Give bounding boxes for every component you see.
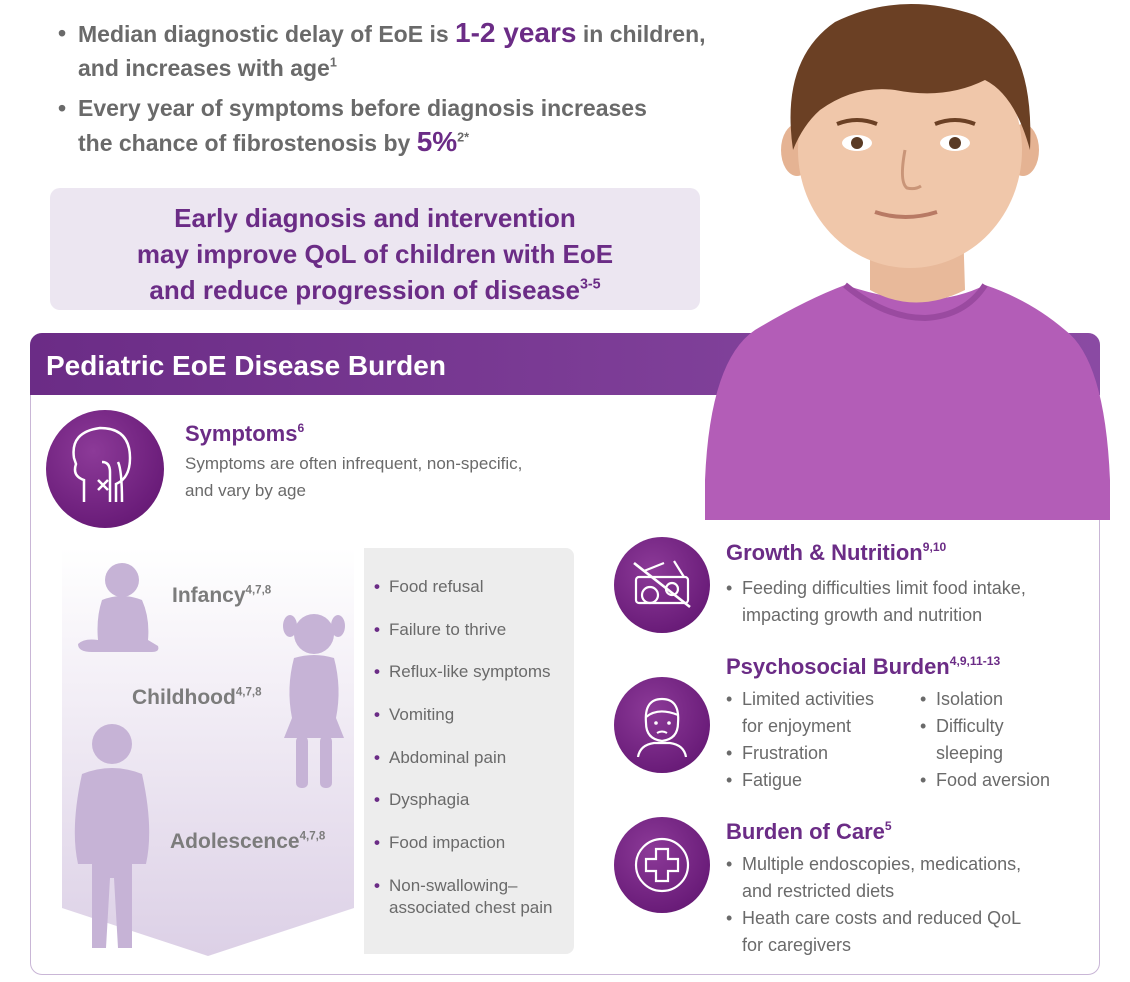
panel-title: Pediatric EoE Disease Burden xyxy=(46,350,446,381)
list-item: • Multiple endoscopies, medications, and restricted diets xyxy=(726,851,1096,905)
care-title: Burden of Care$^5$ xyxy=(726,818,892,844)
key-message-banner: Early diagnosis and intervention may improve QoL of children with EoE and reduce progression of disease$^{3-5}$ xyxy=(50,188,700,310)
top-bullet-delay: • Median diagnostic delay of EoE is 1-2 years in children, and increases with age$^1$ xyxy=(58,16,738,85)
list-item: • Abdominal pain xyxy=(374,747,574,790)
psychosocial-title: Psychosocial Burden$^{4,9,11-13}$ xyxy=(726,653,1001,679)
list-item: • Feeding difficulties limit food intake, impacting growth and nutrition xyxy=(726,575,1096,629)
age-progression-arrow xyxy=(62,548,354,958)
growth-title: Growth & Nutrition$^{9,10}$ xyxy=(726,539,947,565)
age-label-infancy: Infancy$^{4,7,8}$ xyxy=(172,584,272,607)
psychosocial-col2 xyxy=(920,686,1090,794)
throat-icon xyxy=(46,410,164,528)
top-bullets xyxy=(58,16,738,166)
food-icon xyxy=(614,537,710,633)
list-item: • Reflux-like symptoms xyxy=(374,661,574,704)
age-label-childhood: Childhood$^{4,7,8}$ xyxy=(132,686,262,709)
list-item: • Vomiting xyxy=(374,704,574,747)
list-item: • Food impaction xyxy=(374,832,574,875)
growth-bullets xyxy=(726,575,1096,629)
list-item: • Failure to thrive xyxy=(374,619,574,662)
list-item: • Fatigue xyxy=(726,767,916,794)
person-icon xyxy=(614,677,710,773)
child-photo xyxy=(685,0,1130,520)
list-item: • Frustration xyxy=(726,740,916,767)
medical-cross-icon xyxy=(614,817,710,913)
highlight-percent: 5% xyxy=(416,126,458,157)
list-item: • Dysphagia xyxy=(374,789,574,832)
symptoms-description: Symptoms are often infrequent, non-specific, and vary by age xyxy=(185,454,523,500)
list-item: • Food aversion xyxy=(920,767,1090,794)
list-item: • Isolation xyxy=(920,686,1090,713)
list-item: • Food refusal xyxy=(374,576,574,619)
symptom-list xyxy=(374,576,574,919)
list-item: • Difficulty sleeping xyxy=(920,713,1090,767)
highlight-years: 1-2 years xyxy=(455,17,577,48)
psychosocial-col1 xyxy=(726,686,916,794)
age-label-adolescence: Adolescence$^{4,7,8}$ xyxy=(170,830,326,853)
top-bullet-fibrostenosis: • Every year of symptoms before diagnosis increases the chance of fibrostenosis by 5%$^{2*}$ xyxy=(58,91,738,160)
list-item: • Heath care costs and reduced QoL for caregivers xyxy=(726,905,1096,959)
list-item: • Limited activities for enjoyment xyxy=(726,686,916,740)
list-item: • Non-swallowing– associated chest pain xyxy=(374,875,574,919)
care-bullets xyxy=(726,851,1096,959)
symptoms-title: Symptoms$^6$ xyxy=(185,420,305,446)
